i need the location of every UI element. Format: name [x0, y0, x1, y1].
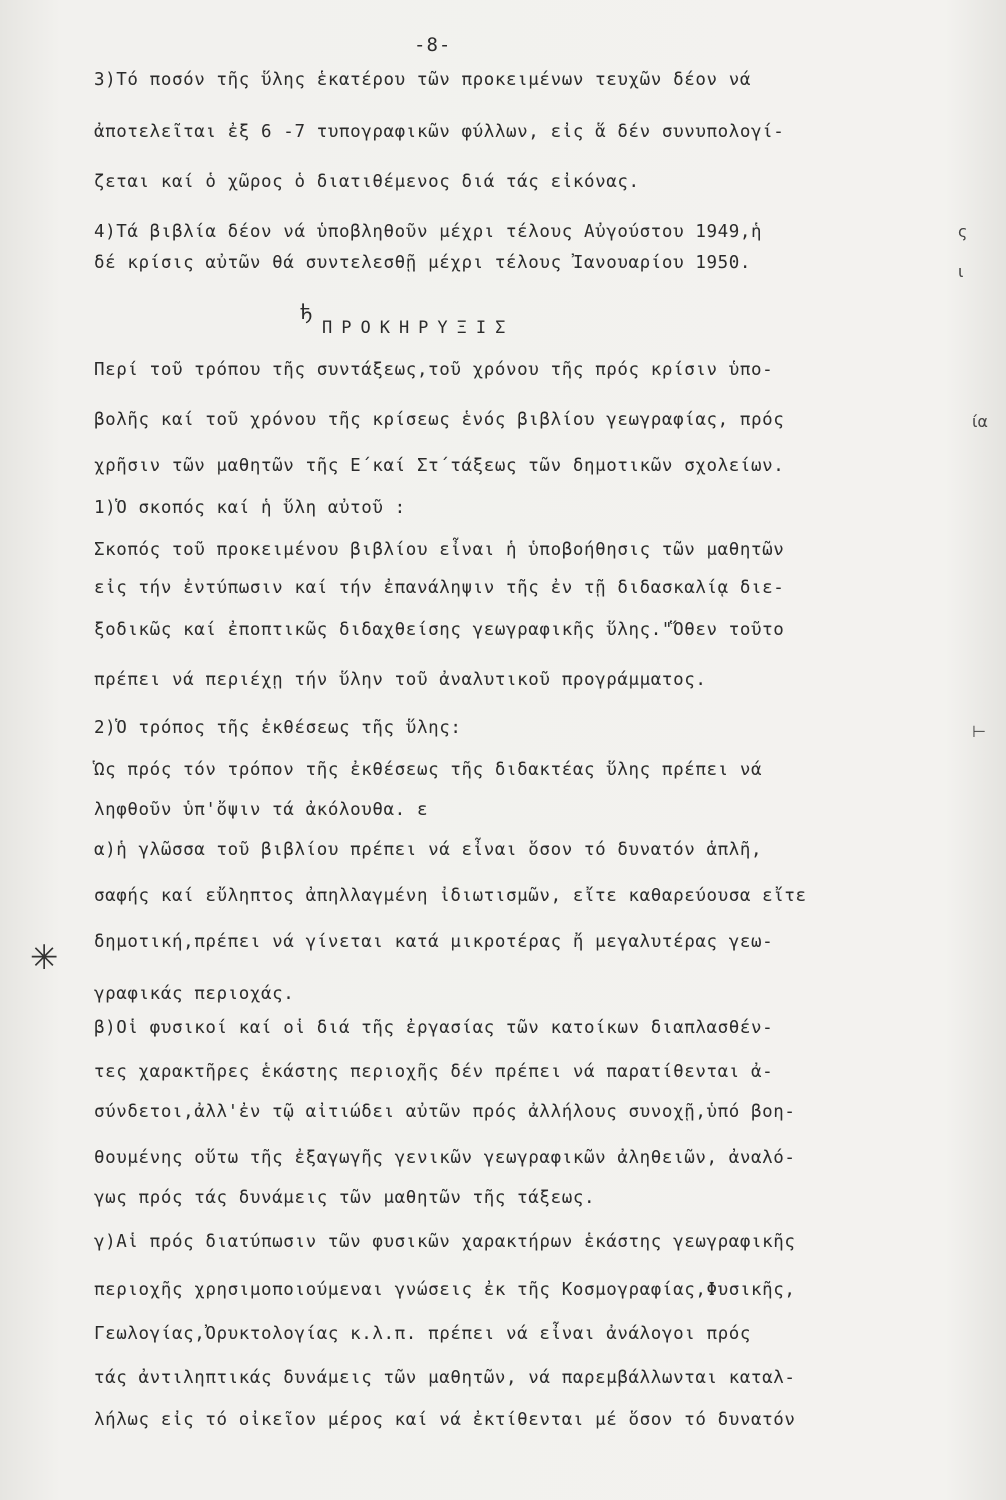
- section-heading: ΠΡΟΚΗΡΥΞΙΣ: [322, 318, 515, 338]
- text-line: α)ἡ γλῶσσα τοῦ βιβλίου πρέπει νά εἶναι ὅσον τό δυνατόν ἁπλῆ,: [94, 840, 763, 860]
- text-line: Ὡς πρός τόν τρόπον τῆς ἐκθέσεως τῆς διδακτέας ὕλης πρέπει νά: [94, 760, 763, 780]
- text-line: σύνδετοι,ἀλλ'ἐν τῷ αἰτιώδει αὐτῶν πρός ἀλλήλους συνοχῇ,ὑπό βοη-: [94, 1102, 796, 1122]
- text-line: περιοχῆς χρησιμοποιούμεναι γνώσεις ἐκ τῆς Κοσμογραφίας,Φυσικῆς,: [94, 1280, 796, 1300]
- text-line: τες χαρακτῆρες ἑκάστης περιοχῆς δέν πρέπει νά παρατίθενται ἀ-: [94, 1062, 774, 1082]
- text-line: βολῆς καί τοῦ χρόνου τῆς κρίσεως ἑνός βιβλίου γεωγραφίας, πρός: [94, 410, 785, 430]
- asterisk-icon: ✳: [30, 938, 59, 978]
- text-line: τάς ἀντιληπτικάς δυνάμεις τῶν μαθητῶν, νά παρεμβάλλωνται καταλ-: [94, 1368, 796, 1388]
- text-line: β)Οἱ φυσικοί καί οἱ διά τῆς ἐργασίας τῶν κατοίκων διαπλασθέν-: [94, 1018, 774, 1038]
- text-line: ληφθοῦν ὑπ'ὄψιν τά ἀκόλουθα. ε: [94, 800, 429, 820]
- text-line: 4)Τά βιβλία δέον νά ὑποβληθοῦν μέχρι τέλους Αὐγούστου 1949,ἡ: [94, 222, 763, 242]
- text-line: γραφικάς περιοχάς.: [94, 984, 295, 1004]
- text-line: ζεται καί ὁ χῶρος ὁ διατιθέμενος διά τάς εἰκόνας.: [94, 172, 640, 192]
- text-line: ξοδικῶς καί ἐποπτικῶς διδαχθείσης γεωγραφικῆς ὕλης."Ὅθεν τοῦτο: [94, 620, 785, 640]
- text-line: χρῆσιν τῶν μαθητῶν τῆς Ε΄καί Στ΄τάξεως τῶν δημοτικῶν σχολείων.: [94, 456, 785, 476]
- text-line: πρέπει νά περιέχῃ τήν ὕλην τοῦ ἀναλυτικοῦ προγράμματος.: [94, 670, 707, 690]
- text-line: Σκοπός τοῦ προκειμένου βιβλίου εἶναι ἡ ὑποβοήθησις τῶν μαθητῶν: [94, 540, 785, 560]
- text-line: θουμένης οὕτω τῆς ἐξαγωγῆς γενικῶν γεωγραφικῶν ἀληθειῶν, ἀναλό-: [94, 1148, 796, 1168]
- margin-mark: ς: [958, 222, 968, 241]
- text-line: εἰς τήν ἐντύπωσιν καί τήν ἐπανάληψιν τῆς ἐν τῇ διδασκαλίᾳ διε-: [94, 578, 785, 598]
- margin-mark: ία: [972, 412, 988, 431]
- text-line: δέ κρίσις αὐτῶν θά συντελεσθῇ μέχρι τέλους Ἰανουαρίου 1950.: [94, 253, 752, 273]
- text-line: 3)Τό ποσόν τῆς ὕλης ἑκατέρου τῶν προκειμένων τευχῶν δέον νά: [94, 70, 752, 90]
- text-line: 2)Ὁ τρόπος τῆς ἐκθέσεως τῆς ὕλης:: [94, 718, 462, 738]
- text-line: Γεωλογίας,Ὀρυκτολογίας κ.λ.π. πρέπει νά εἶναι ἀνάλογοι πρός: [94, 1324, 752, 1344]
- heading-mark: ђ: [300, 300, 313, 324]
- text-line: δημοτική,πρέπει νά γίνεται κατά μικροτέρας ἤ μεγαλυτέρας γεω-: [94, 932, 774, 952]
- text-line: γ)Αἱ πρός διατύπωσιν τῶν φυσικῶν χαρακτήρων ἑκάστης γεωγραφικῆς: [94, 1232, 796, 1252]
- page-number: -8-: [414, 34, 452, 56]
- text-line: 1)Ὁ σκοπός καί ἡ ὕλη αὐτοῦ :: [94, 498, 406, 518]
- margin-mark: ι: [958, 262, 964, 281]
- text-line: γως πρός τάς δυνάμεις τῶν μαθητῶν τῆς τάξεως.: [94, 1188, 596, 1208]
- margin-mark: ⊢: [972, 722, 986, 741]
- text-line: σαφής καί εὔληπτος ἀπηλλαγμένη ἰδιωτισμῶν, εἴτε καθαρεύουσα εἴτε: [94, 886, 807, 906]
- text-line: ἀποτελεῖται ἐξ 6 -7 τυπογραφικῶν φύλλων, εἰς ἅ δέν συνυπολογί-: [94, 122, 785, 142]
- text-line: λήλως εἰς τό οἰκεῖον μέρος καί νά ἐκτίθενται μέ ὅσον τό δυνατόν: [94, 1410, 796, 1430]
- text-line: Περί τοῦ τρόπου τῆς συντάξεως,τοῦ χρόνου τῆς πρός κρίσιν ὑπο-: [94, 360, 774, 380]
